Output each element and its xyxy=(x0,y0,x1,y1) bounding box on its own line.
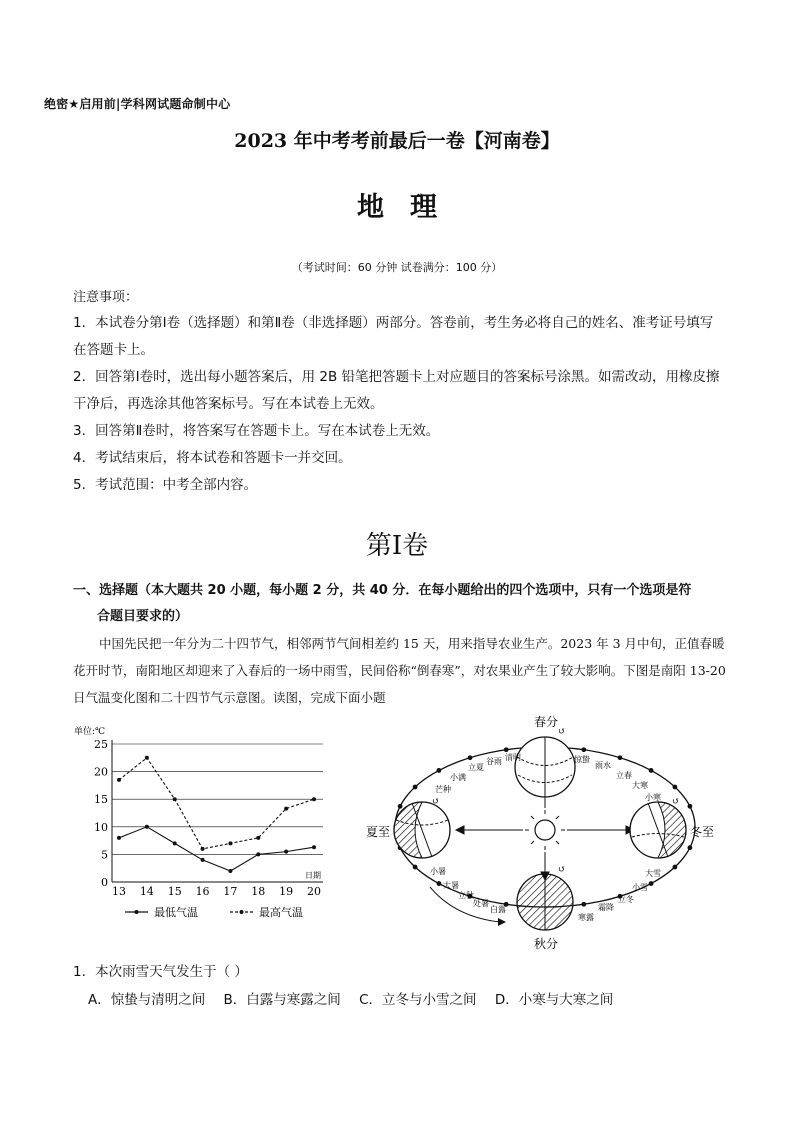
chart-ylabel: 单位:℃ xyxy=(74,727,106,737)
chart-ytick-label: 25 xyxy=(94,738,108,751)
exam-title: 2023 年中考考前最后一卷【河南卷】 xyxy=(234,130,560,152)
orbit-term-dot xyxy=(398,804,403,809)
orbit-term-dot xyxy=(468,755,473,760)
label-summer: 夏至 xyxy=(366,825,391,839)
chart-ytick-label: 10 xyxy=(94,820,108,834)
solar-terms-diagram xyxy=(360,712,730,952)
term-label: 小寒 xyxy=(645,793,661,802)
term-label: 立夏 xyxy=(468,763,484,772)
term-label: 大寒 xyxy=(632,781,648,790)
orbit-term-dot xyxy=(413,785,418,790)
chart-point xyxy=(228,869,232,873)
earth-spring xyxy=(515,727,575,797)
subject-title: 地理 xyxy=(357,192,463,223)
label-spring: 春分 xyxy=(534,715,559,729)
svg-text:↺: ↺ xyxy=(432,797,440,807)
section-line-2: 合题目要求的） xyxy=(97,609,189,624)
chart-xticks xyxy=(112,885,321,898)
option-d[interactable]: D．小寒与大寒之间 xyxy=(494,992,614,1008)
chart-ytick-label: 20 xyxy=(94,765,108,779)
legend-max: 最高气温 xyxy=(259,906,303,919)
chart-point xyxy=(117,836,121,840)
notice-item: 5．考试范围：中考全部内容。 xyxy=(73,477,258,493)
secret-line: 绝密★启用前|学科网试题命制中心 xyxy=(44,97,231,111)
chart-point xyxy=(201,858,205,862)
earth-autumn xyxy=(517,865,573,930)
exam-meta: （考试时间：60 分钟 试卷满分：100 分） xyxy=(291,261,503,274)
svg-text:↺: ↺ xyxy=(558,727,566,737)
term-label: 小暑 xyxy=(430,867,446,876)
option-b[interactable]: B．白露与寒露之间 xyxy=(223,992,341,1008)
term-label: 大雪 xyxy=(645,869,661,878)
orbit-term-dot xyxy=(649,768,654,773)
chart-legend xyxy=(125,905,303,919)
question-stem: 1．本次雨雪天气发生于（ ） xyxy=(73,964,248,980)
term-label: 雨水 xyxy=(595,761,611,770)
chart-point xyxy=(284,850,288,854)
chart-series xyxy=(117,756,316,873)
chart-xtick-label: 14 xyxy=(139,885,154,898)
orbit-term-dot xyxy=(687,845,692,850)
chart-ytick-label: 15 xyxy=(94,793,108,807)
chart-series-line xyxy=(119,827,314,871)
term-label: 芒种 xyxy=(435,785,451,794)
term-label: 立冬 xyxy=(618,895,634,904)
orbit-term-dot xyxy=(437,881,442,886)
chart-xlabel: 日期 xyxy=(305,871,321,880)
chart-xtick-label: 16 xyxy=(195,885,210,898)
earth-winter xyxy=(630,797,686,858)
orbit-term-dot xyxy=(504,747,509,752)
term-label: 立春 xyxy=(616,771,632,780)
chart-xtick-label: 15 xyxy=(167,885,182,898)
sun-icon xyxy=(525,810,565,850)
term-label: 大暑 xyxy=(443,881,459,890)
term-label: 立秋 xyxy=(458,891,474,900)
notice-item: 4．考试结束后，将本试卷和答题卡一并交回。 xyxy=(73,450,352,466)
chart-point xyxy=(228,841,232,845)
term-label: 霜降 xyxy=(598,903,614,912)
orbit-term-dot xyxy=(618,755,623,760)
option-a[interactable]: A．惊蛰与清明之间 xyxy=(88,992,206,1008)
orbit-term-dot xyxy=(687,804,692,809)
chart-point xyxy=(284,807,288,811)
chart-xtick-label: 18 xyxy=(251,885,266,898)
chart-xtick-label: 20 xyxy=(307,885,321,898)
orbit-term-dot xyxy=(413,865,418,870)
chart-point xyxy=(312,845,316,849)
chart-point xyxy=(256,852,260,856)
chart-point xyxy=(312,797,316,801)
chart-point xyxy=(201,847,205,851)
section-heading xyxy=(73,578,733,630)
notice-item: 3．回答第Ⅱ卷时，将答案写在答题卡上。写在本试卷上无效。 xyxy=(73,423,440,439)
chart-point xyxy=(145,756,149,760)
chart-xtick-label: 19 xyxy=(279,885,294,898)
orbit-term-dot xyxy=(673,785,678,790)
chart-point xyxy=(117,778,121,782)
term-label: 寒露 xyxy=(578,913,594,922)
term-label: 白露 xyxy=(490,905,506,914)
notice-item: 1．本试卷分第Ⅰ卷（选择题）和第Ⅱ卷（非选择题）两部分。答卷前，考生务必将自己的姓名、准考证号填写在答题卡上。 xyxy=(73,315,714,358)
notice-list xyxy=(73,310,723,499)
term-label: 惊蛰 xyxy=(574,755,590,764)
temperature-chart xyxy=(70,722,340,922)
term-label: 清明 xyxy=(505,753,521,762)
orbit-term-dot xyxy=(673,865,678,870)
chart-point xyxy=(173,841,177,845)
chart-grid xyxy=(112,740,323,882)
chart-point xyxy=(145,825,149,829)
term-label: 小雪 xyxy=(632,883,648,892)
chart-yticks xyxy=(94,738,108,889)
chart-ytick-label: 0 xyxy=(101,876,108,889)
chart-xtick-label: 17 xyxy=(223,885,238,898)
term-label: 处暑 xyxy=(473,899,489,908)
svg-text:↺: ↺ xyxy=(558,865,566,875)
term-label: 小满 xyxy=(450,773,466,782)
chart-point xyxy=(256,836,260,840)
notice-item: 2．回答第Ⅰ卷时，选出每小题答案后，用 2B 铅笔把答题卡上对应题目的答案标号涂黑。如需改动，用橡皮擦干净后，再选涂其他答案标号。写在本试卷上无效。 xyxy=(73,369,720,412)
chart-ytick-label: 5 xyxy=(101,848,108,862)
chart-point xyxy=(173,797,177,801)
passage-text: 中国先民把一年分为二十四节气，相邻两节气间相差约 15 天，用来指导农业生产。2023 年 3 月中旬，正值春暖花开时节，南阳地区却迎来了入春后的一场中雨雪，民间俗称“倒春寒”，对农果业产生了较大影响。下图是南阳 13-20 日气温变化图和二十四节气示意图。读图，完成下面小题 xyxy=(73,636,726,705)
section-line-1: 一、选择题（本大题共 20 小题，每小题 2 分，共 40 分．在每小题给出的四个选项中，只有一个选项是符 xyxy=(73,583,692,598)
orbit-term-dot xyxy=(649,881,654,886)
orbit-term-dot xyxy=(437,768,442,773)
orbit-term-dot xyxy=(581,902,586,907)
volume-heading: 第Ⅰ卷 xyxy=(365,531,429,561)
orbit-term-dot xyxy=(581,747,586,752)
label-winter: 冬至 xyxy=(690,825,715,839)
passage xyxy=(73,630,733,711)
notice-heading: 注意事项： xyxy=(73,290,139,305)
svg-text:↺: ↺ xyxy=(672,797,680,807)
question-options xyxy=(88,988,627,1008)
term-label: 谷雨 xyxy=(486,757,502,766)
option-c[interactable]: C．立冬与小雪之间 xyxy=(359,992,477,1008)
label-autumn: 秋分 xyxy=(534,937,559,951)
legend-min: 最低气温 xyxy=(154,906,198,919)
chart-xtick-label: 13 xyxy=(112,885,126,898)
